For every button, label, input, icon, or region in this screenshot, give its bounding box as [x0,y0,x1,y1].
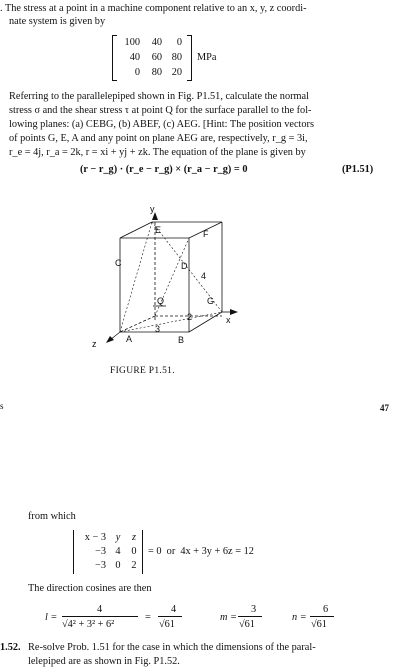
cosine-l-label: l = [45,612,58,623]
axis-label-z: z [92,339,97,349]
matrix-cell: 80 [151,67,162,78]
problem-paragraph-line: stress σ and the shear stress τ at point Q for the surface parallel to the fol- [9,105,312,116]
matrix-cell: 40 [129,52,140,63]
equation-label: (P1.51) [342,164,374,175]
point-label-C: C [115,258,122,268]
z-axis-arrow [106,336,114,343]
det-cell: z [131,532,136,543]
matrix-cell: 20 [171,67,182,78]
problem-paragraph-line: Referring to the parallelepiped shown in Fig. P1.51, calculate the normal [9,91,309,102]
diag-A-E [120,222,152,332]
matrix-cell: 60 [151,52,162,63]
det-cell: 0 [115,560,121,571]
plane-equation-result: = 0 or 4x + 3y + 6z = 12 [148,546,254,557]
edge-C-E [120,222,152,238]
dimension-label-3: 3 [155,324,161,334]
cosine-l-denominator: √4² + 3² + 6² [62,619,115,630]
matrix-left-bracket [112,35,117,81]
matrix-cell: 80 [171,52,182,63]
page-number: 47 [380,403,389,413]
point-label-B: B [178,335,185,345]
problem-intro-line-1: . The stress at a point in a machine component relative to an x, y, z coordi- [0,3,307,14]
from-which-text: from which [28,511,76,522]
parallelepiped-figure [0,180,401,360]
next-problem-number: 1.52. [0,642,21,653]
page-left-mark: s [0,401,4,411]
dimension-label-2: 2 [187,312,193,322]
axis-label-x: x [226,315,231,325]
stress-matrix [112,35,208,81]
problem-paragraph-line: of points G, E, A and any point on plane AEG are, respectively, r_g = 3i, [9,133,308,144]
determinant-right-bar [142,530,143,574]
cosine-n-label: n = [292,612,307,623]
z-axis-hidden [120,316,155,332]
matrix-cell: 0 [134,67,140,78]
plane-equation: (r − r_g) · (r_e − r_g) × (r_a − r_g) = 0 [80,164,248,175]
point-label-E: E [155,225,162,235]
problem-paragraph-line: lowing planes: (a) CEBG, (b) ABEF, (c) AEG. [Hint: The position vectors [9,119,314,130]
point-label-A: A [126,334,133,344]
det-cell: 4 [115,546,121,557]
cosine-n-numerator: 6 [323,604,329,615]
cosine-l2-denominator: √61 [159,619,175,630]
determinant-left-bar [73,530,74,574]
cosine-m-denominator: √61 [239,619,255,630]
det-cell: y [115,532,121,543]
det-cell: −3 [95,560,106,571]
cosine-l-numerator: 4 [97,604,103,615]
cosine-m-label: m = [220,612,237,623]
next-problem-line-2: lelepiped are as shown in Fig. P1.52. [28,656,180,667]
diag-A-G [120,312,222,332]
cosine-n-denominator: √61 [311,619,327,630]
point-label-F: F [203,229,209,239]
det-cell: x − 3 [84,532,106,543]
direction-cosines-intro: The direction cosines are then [28,583,152,594]
fraction-bar [238,616,262,617]
fraction-bar [62,616,138,617]
equals-sign: = [145,612,151,623]
det-cell: 2 [131,560,137,571]
next-problem-line-1: Re-solve Prob. 1.51 for the case in which the dimensions of the paral- [28,642,316,653]
point-label-G: G [207,296,215,306]
problem-intro-line-2: nate system is given by [9,16,106,27]
point-label-Q: Q [157,296,165,306]
edge-B-G [189,312,222,332]
problem-paragraph-line: r_e = 4j, r_a = 2k, r = xi + yj + zk. The equation of the plane is given by [9,147,306,158]
fraction-bar [158,616,182,617]
x-axis-arrow [230,309,238,315]
dimension-label-4: 4 [201,271,207,281]
point-label-D: D [181,261,188,271]
axis-label-y: y [150,204,155,214]
matrix-cell: 40 [151,37,162,48]
matrix-cell: 0 [176,37,182,48]
det-cell: −3 [95,546,106,557]
cosine-l2-numerator: 4 [171,604,177,615]
fraction-bar [310,616,334,617]
matrix-right-bracket [187,35,192,81]
matrix-unit: MPa [197,52,217,63]
figure-caption: FIGURE P1.51. [110,366,175,376]
det-cell: 0 [131,546,137,557]
matrix-cell: 100 [124,37,140,48]
cosine-m-numerator: 3 [251,604,257,615]
